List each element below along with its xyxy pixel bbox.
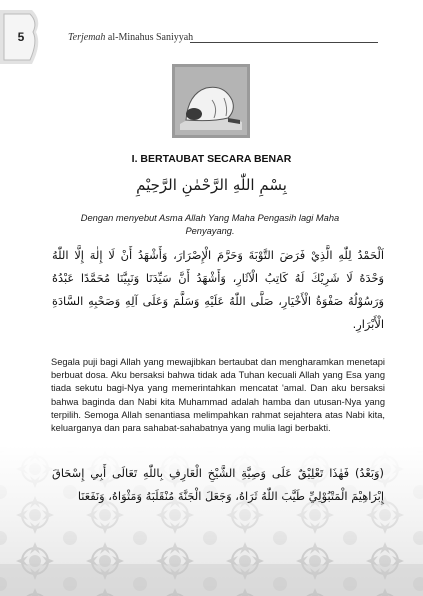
arabic-continuation-text: (وَبَعْدُ) فَهٰذَا تَعْلِيْقٌ عَلَى وَصِيَّةِ الشَّيْخِ الْعَارِفِ بِاللّٰهِ تَعَالَى أَبِي إِسْحَاقَ إِبْرَاهِيْمَ الْمَتْبُوْلِيِّ طَيَّبَ اللّٰهُ ثَرَاهُ، وَجَعَلَ الْجَنَّةَ مُنْقَلَبَهُ وَمَثْوَاهُ، وَنَفَعَنَا <box>52 466 384 503</box>
arabic-opening-text: اَلْحَمْدُ لِلّٰهِ الَّذِيْ فَرَضَ التَّوْبَةَ وَحَرَّمَ الْإِصْرَارَ، وَأَشْهَدُ أَنْ لَا إِلٰهَ إِلَّا اللّٰهُ وَحْدَهُ لَا شَرِيْكَ لَهُ كَاتِبُ الْآثَارِ، وَأَشْهَدُ أَنَّ سَيِّدَنَا وَنَبِيَّنَا مُحَمَّدًا عَبْدُهُ وَرَسُوْلُهُ صَفْوَةُ الْأَخْيَارِ، صَلَّى اللّٰهُ عَلَيْهِ وَسَلَّمَ وَعَلَى آلِهِ وَصَحْبِهِ السَّادَةِ الْأَبْرَارِ. <box>52 248 384 331</box>
person-prostrating-icon <box>172 64 250 138</box>
basmalah-translation: Dengan menyebut Asma Allah Yang Maha Pengasih lagi Maha Penyayang. <box>80 213 340 236</box>
page-number: 5 <box>17 30 25 44</box>
running-title <box>68 32 193 43</box>
running-title-prefix: Terjemah <box>68 32 106 43</box>
running-title-book: al-Minahus Saniyyah <box>107 32 194 43</box>
translation-paragraph: Segala puji bagi Allah yang mewajibkan bertaubat dan mengharamkan menetapi berbuat dosa. Aku bersaksi bahwa tidak ada Tuhan kecuali Allah yang Esa yang tiada sekutu bagi-Nya yang memerintahkan mencatat 'amal. Dan aku bersaksi bahwa baginda dan Nabi kita Muhammad adalah hamba dan utusan-Nya yang terpilih. Semoga Allah senantiasa melimpahkan rahmat sejahtera atas Nabi kita, keluarganya dan para sahabat-sahabatnya yang mulia lagi berbakti. <box>51 357 385 434</box>
section-heading: I. BERTAUBAT SECARA BENAR <box>131 153 292 165</box>
header-rule <box>190 42 378 43</box>
basmalah-arabic: بِسْمِ اللّٰهِ الرَّحْمٰنِ الرَّحِيْمِ <box>136 176 287 194</box>
